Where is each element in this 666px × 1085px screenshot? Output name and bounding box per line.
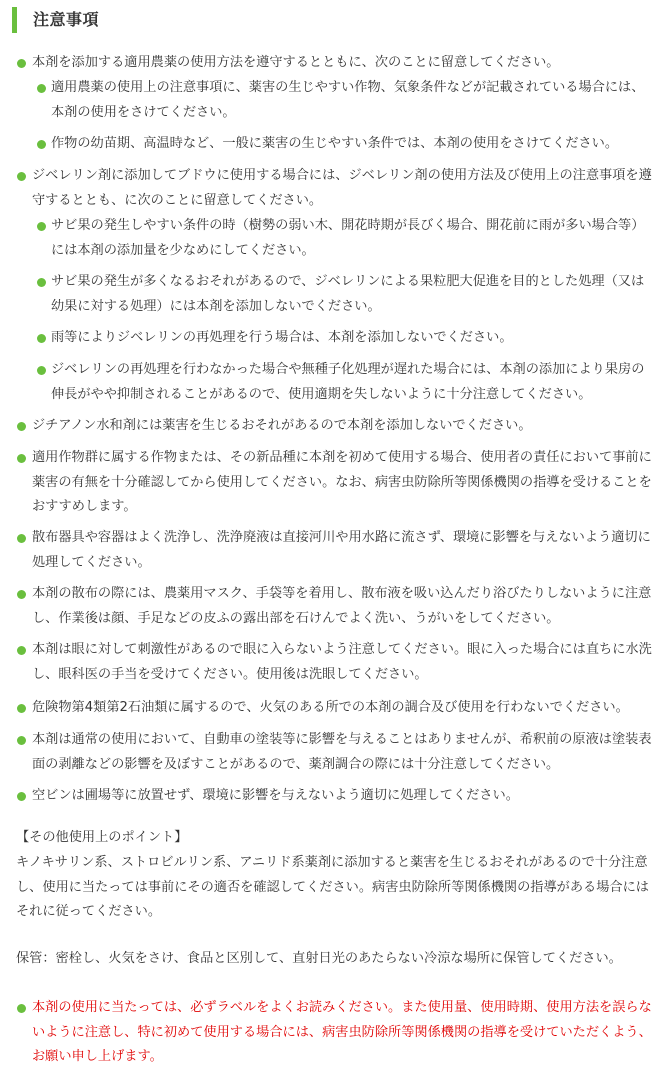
bullet-icon — [37, 366, 46, 375]
section-title: 注意事項 — [33, 10, 100, 29]
list-item: ジチアノン水和剤には薬害を生じるおそれがあるので本剤を添加しないでください。 — [32, 418, 532, 433]
bullet-icon — [17, 792, 26, 801]
list-item: 散布器具や容器はよく洗浄し、洗浄廃液は直接河川や用水路に流さず、環境に影響を与えないよう適切に処理してください。 — [32, 530, 651, 570]
bullet-icon — [17, 1004, 26, 1013]
bullet-icon — [17, 534, 26, 543]
bullet-icon — [17, 590, 26, 599]
list-item: 危険物第4類第2石油類に属するので、火気のある所での本剤の調合及び使用を行わないでください。 — [32, 700, 629, 715]
list-item: 本剤は眼に対して刺激性があるので眼に入らないよう注意してください。眼に入った場合には直ちに水洗し、眼科医の手当を受けてください。使用後は洗眼してください。 — [32, 642, 652, 682]
list-item: 適用作物群に属する作物または、その新品種に本剤を初めて使用する場合、使用者の責任において事前に薬害の有無を十分確認してから使用してください。なお、病害虫防除所等関係機関の指導を受けることをおすすめします。 — [32, 450, 652, 514]
list-item: 本剤の散布の際には、農薬用マスク、手袋等を着用し、散布液を吸い込んだり浴びたりしないように注意し、作業後は顔、手足などの皮ふの露出部を石けんでよく洗い、うがいをしてください。 — [32, 586, 652, 626]
bullet-icon — [17, 59, 26, 68]
bullet-icon — [17, 736, 26, 745]
bullet-icon — [17, 646, 26, 655]
sub-list-item: サビ果の発生しやすい条件の時（樹勢の弱い木、開花時期が長びく場合、開花前に雨が多い場合等）には本剤の添加量を少なめにしてください。 — [51, 218, 645, 258]
other-points-text: キノキサリン系、ストロビルリン系、アニリド系薬剤に添加すると薬害を生じるおそれがあるので十分注意し、使用に当たっては事前にその適否を確認してください。病害虫防除所等関係機関の指導がある場合にはそれに従ってください。 — [16, 855, 649, 919]
bullet-icon — [17, 172, 26, 181]
sub-list-item: 作物の幼苗期、高温時など、一般に薬害の生じやすい条件では、本剤の使用をさけてください。 — [51, 136, 619, 151]
bullet-icon — [17, 704, 26, 713]
storage-text: 保管：密栓し、火気をさけ、食品と区別して、直射日光のあたらない冷涼な場所に保管してください。 — [16, 951, 622, 966]
bullet-icon — [37, 278, 46, 287]
list-item: 本剤は通常の使用において、自動車の塗装等に影響を与えることはありませんが、希釈前の原液は塗装表面の剥離などの影響を及ぼすことがあるので、薬剤調合の際には十分注意してください。 — [32, 732, 652, 772]
final-notice: 本剤の使用に当たっては、必ずラベルをよくお読みください。また使用量、使用時期、使用方法を誤らないように注意し、特に初めて使用する場合には、病害虫防除所等関係機関の指導を受けていただくよう、お願い申し上げます。 — [32, 1000, 652, 1064]
section-heading — [12, 7, 99, 33]
list-item: 本剤を添加する適用農薬の使用方法を遵守するとともに、次のことに留意してください。 — [32, 55, 560, 70]
sub-list-item: 雨等によりジベレリンの再処理を行う場合は、本剤を添加しないでください。 — [51, 330, 513, 345]
bullet-icon — [37, 222, 46, 231]
list-item: ジベレリン剤に添加してブドウに使用する場合には、ジベレリン剤の使用方法及び使用上の注意事項を遵守するととも、に次のことに留意してください。 — [32, 168, 652, 208]
list-item: 空ビンは圃場等に放置せず、環境に影響を与えないよう適切に処理してください。 — [32, 788, 519, 803]
bullet-icon — [17, 454, 26, 463]
sub-list-item: ジベレリンの再処理を行わなかった場合や無種子化処理が遅れた場合には、本剤の添加により果房の伸長がやや抑制されることがあるので、使用適期を失しないように十分注意してください。 — [51, 362, 645, 402]
sub-list-item: 適用農薬の使用上の注意事項に、薬害の生じやすい作物、気象条件などが記載されている場合には、本剤の使用をさけてください。 — [51, 80, 645, 120]
sub-list-item: サビ果の発生が多くなるおそれがあるので、ジベレリンによる果粒肥大促進を目的とした処理（又は幼果に対する処理）には本剤を添加しないでください。 — [51, 274, 645, 314]
bullet-icon — [17, 422, 26, 431]
other-points-heading: 【その他使用上のポイント】 — [16, 830, 188, 845]
bullet-icon — [37, 334, 46, 343]
bullet-icon — [37, 140, 46, 149]
bullet-icon — [37, 84, 46, 93]
